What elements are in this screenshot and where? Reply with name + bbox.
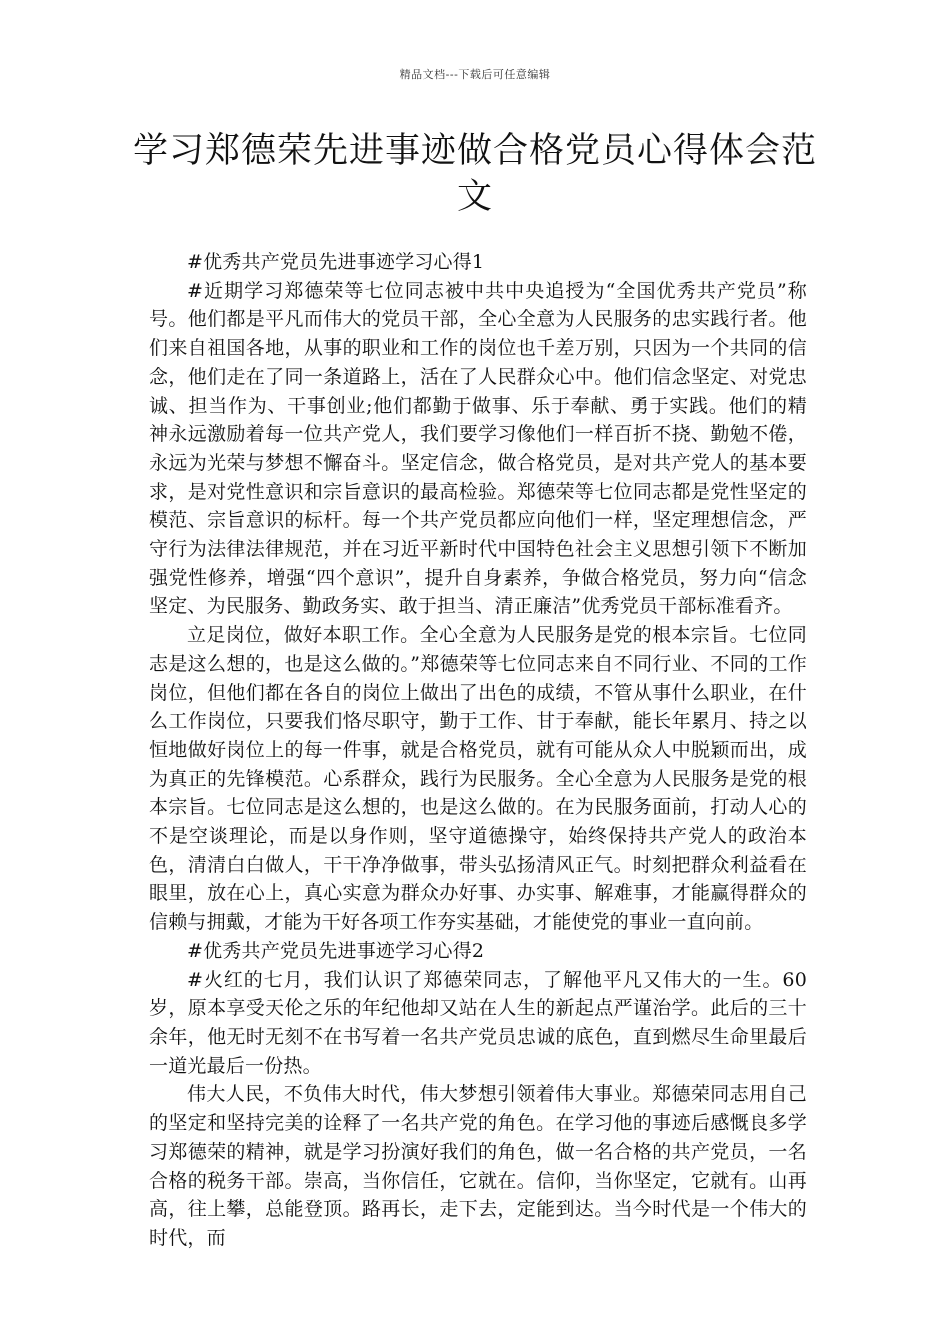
page-header-note: 精品文档---下载后可任意编辑 — [399, 68, 551, 81]
body-paragraph: 立足岗位，做好本职工作。全心全意为人民服务是党的根本宗旨。七位同志是这么想的，也是这么做的。”郑德荣等七位同志来自不同行业、不同的工作岗位，但他们都在各自的岗位上做出了出色的成绩，不管从事什么职业，在什么工作岗位，只要我们恪尽职守，勤于工作、甘于奉献，能长年累月、持之以恒地做好岗位上的每一件事，就是合格党员，就有可能从众人中脱颖而出，成为真正的先锋模范。心系群众，践行为民服务。全心全意为人民服务是党的根本宗旨。七位同志是这么想的，也是这么做的。在为民服务面前，打动人心的不是空谈理论，而是以身作则，坚守道德操守，始终保持共产党人的政治本色，清清白白做人，干干净净做事，带头弘扬清风正气。时刻把群众利益看在眼里，放在心上，真心实意为群众办好事、办实事、解难事，才能赢得群众的信赖与拥戴，才能为干好各项工作夯实基础，才能使党的事业一直向前。 — [149, 624, 807, 934]
body-paragraph: #火红的七月，我们认识了郑德荣同志，了解他平凡又伟大的一生。60岁，原本享受天伦之乐的年纪他却又站在人生的新起点严谨治学。此后的三十余年，他无时无刻不在书写着一名共产党员忠诚的底色，直到燃尽生命里最后一道光最后一份热。 — [149, 968, 807, 1077]
document-body — [149, 248, 807, 1253]
body-paragraph: 伟大人民，不负伟大时代，伟大梦想引领着伟大事业。郑德荣同志用自己的坚定和坚持完美的诠释了一名共产党的角色。在学习他的事迹后感慨良多学习郑德荣的精神，就是学习扮演好我们的角色，做一名合格的共产党员，一名合格的税务干部。崇高，当你信任，它就在。信仰，当你坚定，它就有。山再高，往上攀，总能登顶。路再长，走下去，定能到达。当今时代是一个伟大的时代，而 — [149, 1083, 807, 1249]
section-heading-1: #优秀共产党员先进事迹学习心得1 — [187, 251, 485, 273]
section-heading-2: #优秀共产党员先进事迹学习心得2 — [187, 939, 485, 962]
body-paragraph: #近期学习郑德荣等七位同志被中共中央追授为“全国优秀共产党员”称号。他们都是平凡而伟大的党员干部，全心全意为人民服务的忠实践行者。他们来自祖国各地，从事的职业和工作的岗位也千差万别，只因为一个共同的信念，他们走在了同一条道路上，活在了人民群众心中。他们信念坚定、对党忠诚、担当作为、干事创业;他们都勤于做事、乐于奉献、勇于实践。他们的精神永远激励着每一位共产党人，我们要学习像他们一样百折不挠、勤勉不倦，永远为光荣与梦想不懈奋斗。坚定信念，做合格党员，是对共产党人的基本要求，是对党性意识和宗旨意识的最高检验。郑德荣等七位同志都是党性坚定的模范、宗旨意识的标杆。每一个共产党员都应向他们一样，坚定理想信念，严守行为法律法律规范，并在习近平新时代中国特色社会主义思想引领下不断加强党性修养，增强“四个意识”，提升自身素养，争做合格党员，努力向“信念坚定、为民服务、勤政务实、敢于担当、清正廉洁”优秀党员干部标准看齐。 — [149, 279, 807, 618]
document-title: 学习郑德荣先进事迹做合格党员心得体会范文 — [132, 131, 817, 217]
